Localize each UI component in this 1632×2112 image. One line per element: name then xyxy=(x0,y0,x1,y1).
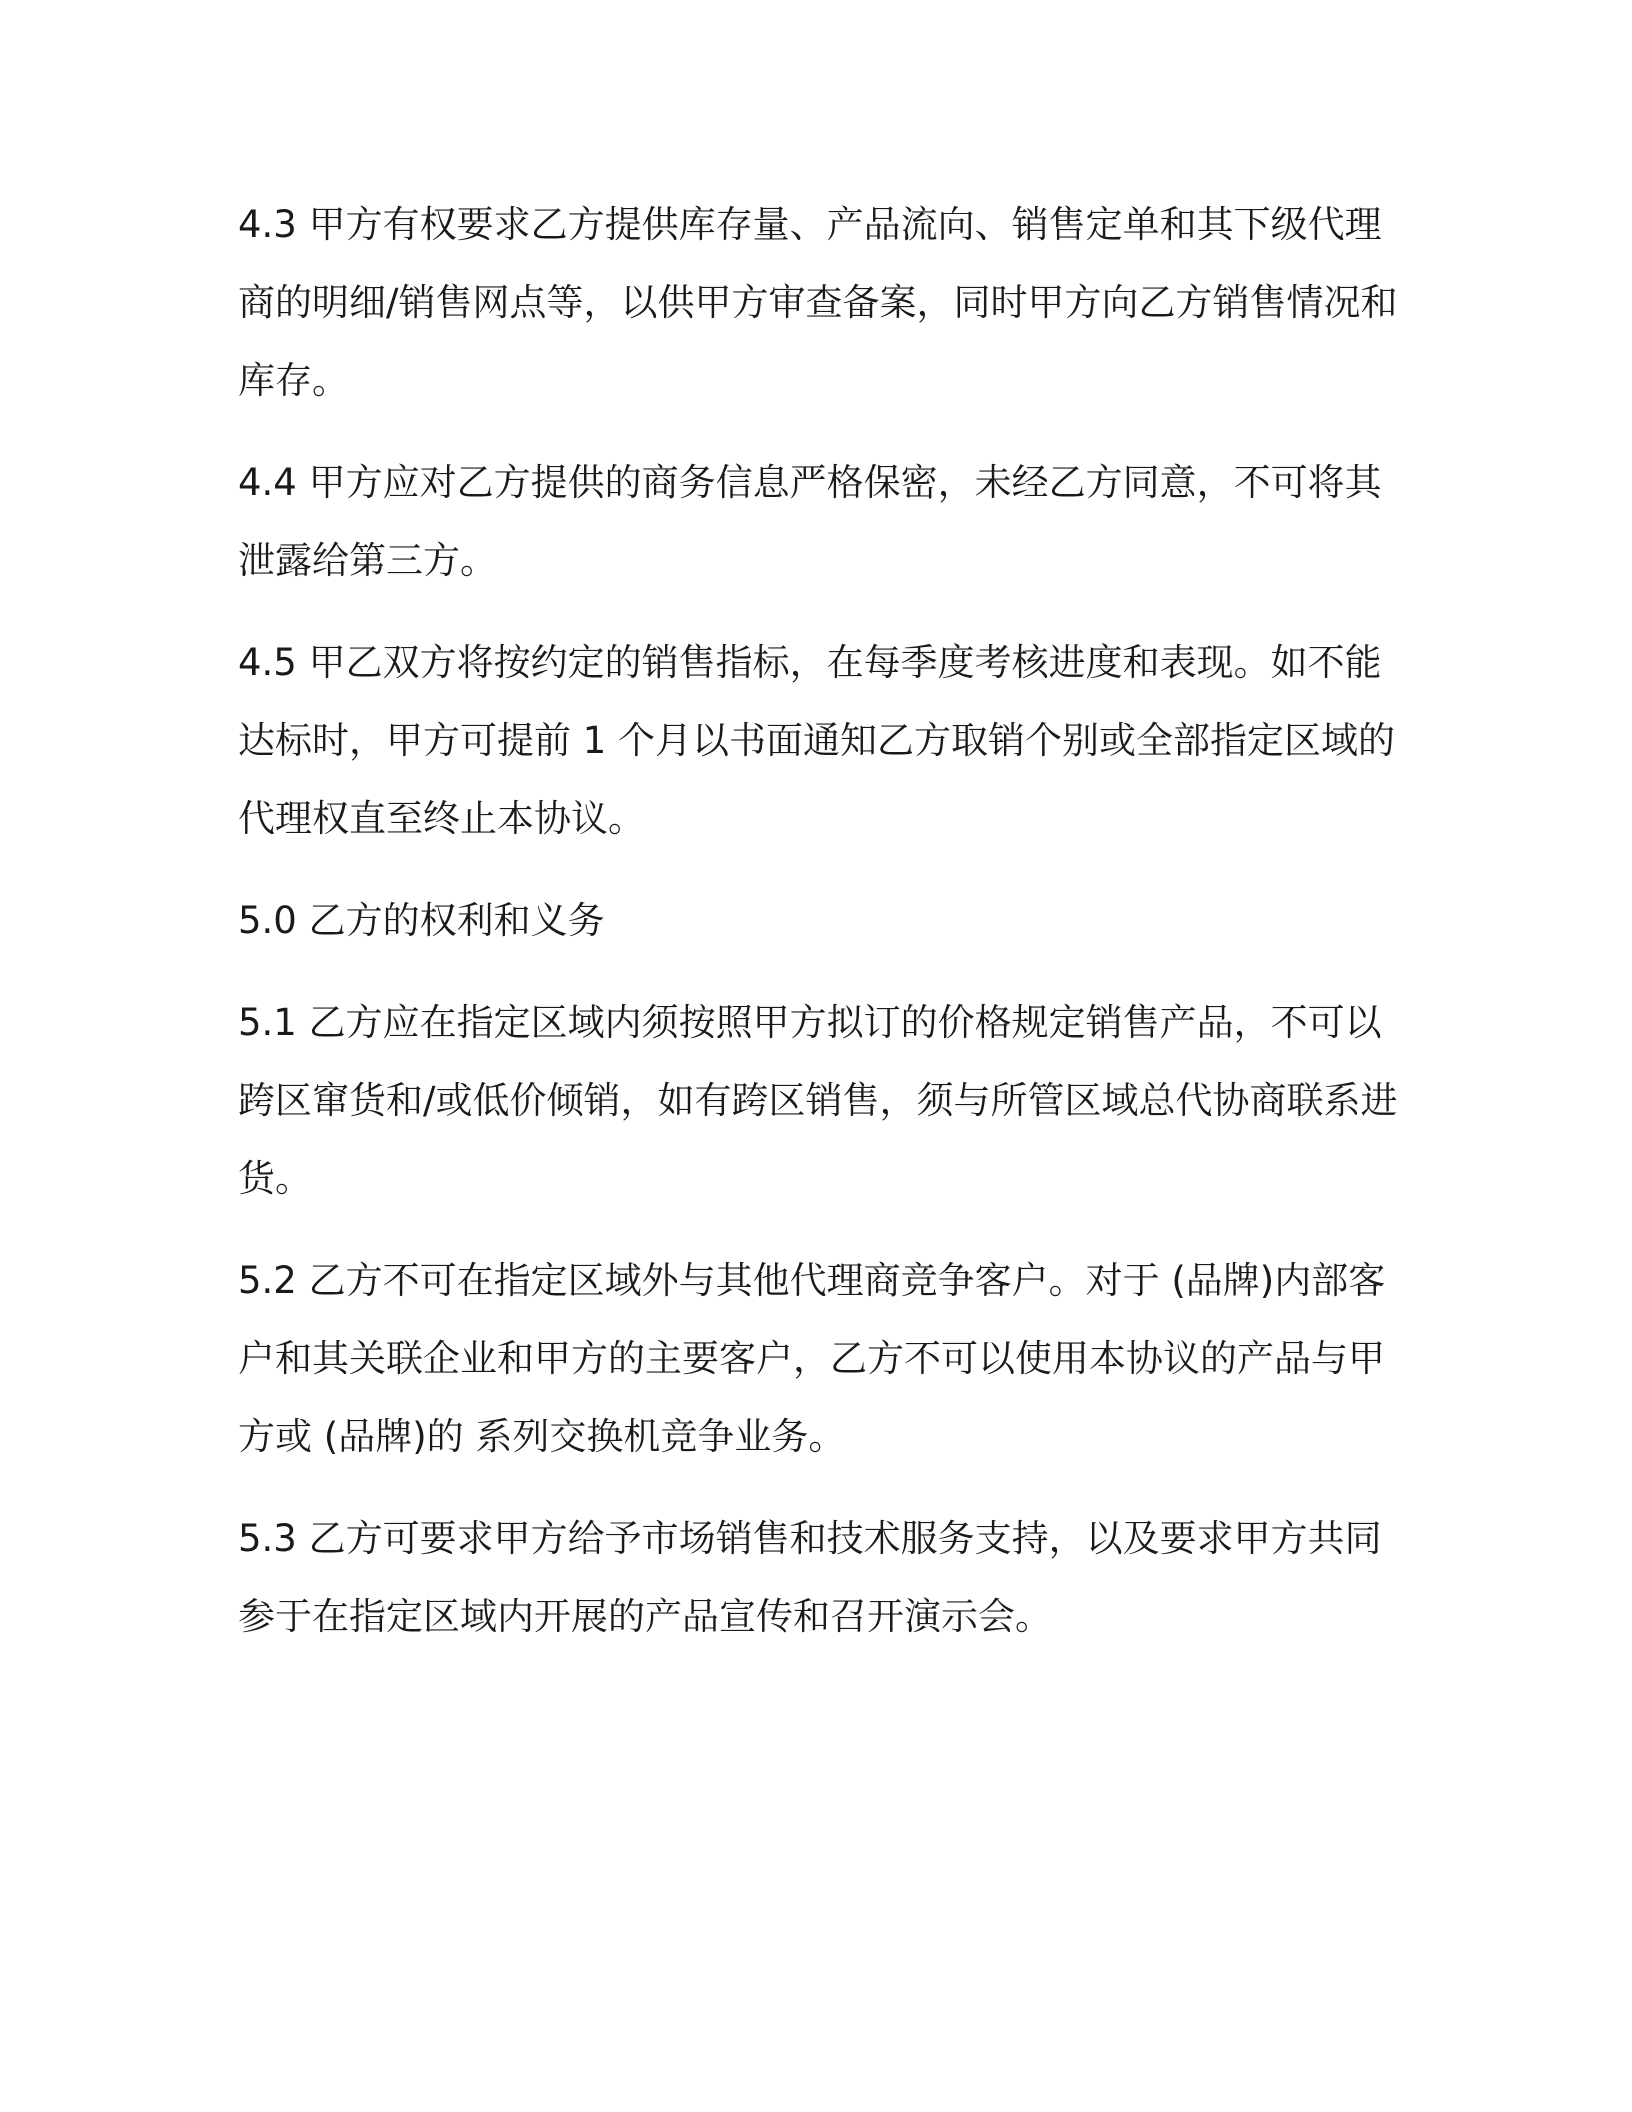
clause-4-3: 4.3 甲方有权要求乙方提供库存量、产品流向、销售定单和其下级代理商的明细/销售网点等，以供甲方审查备案，同时甲方向乙方销售情况和库存。 xyxy=(238,203,1398,402)
document-body xyxy=(238,186,1398,1680)
clause-5-1: 5.1 乙方应在指定区域内须按照甲方拟订的价格规定销售产品，不可以跨区窜货和/或低价倾销，如有跨区销售，须与所管区域总代协商联系进货。 xyxy=(238,1001,1398,1200)
clause-5-3: 5.3 乙方可要求甲方给予市场销售和技术服务支持，以及要求甲方共同参于在指定区域内开展的产品宣传和召开演示会。 xyxy=(238,1517,1382,1638)
clause-4-4: 4.4 甲方应对乙方提供的商务信息严格保密，未经乙方同意，不可将其泄露给第三方。 xyxy=(238,461,1382,582)
clause-5-2: 5.2 乙方不可在指定区域外与其他代理商竞争客户。对于 (品牌)内部客户和其关联企业和甲方的主要客户，乙方不可以使用本协议的产品与甲方或 (品牌)的 系列交换机竞争业务。 xyxy=(238,1259,1386,1458)
clause-4-5: 4.5 甲乙双方将按约定的销售指标，在每季度考核进度和表现。如不能达标时，甲方可提前 1 个月以书面通知乙方取销个别或全部指定区域的代理权直至终止本协议。 xyxy=(238,641,1396,840)
section-5-0-heading: 5.0 乙方的权利和义务 xyxy=(238,899,605,942)
